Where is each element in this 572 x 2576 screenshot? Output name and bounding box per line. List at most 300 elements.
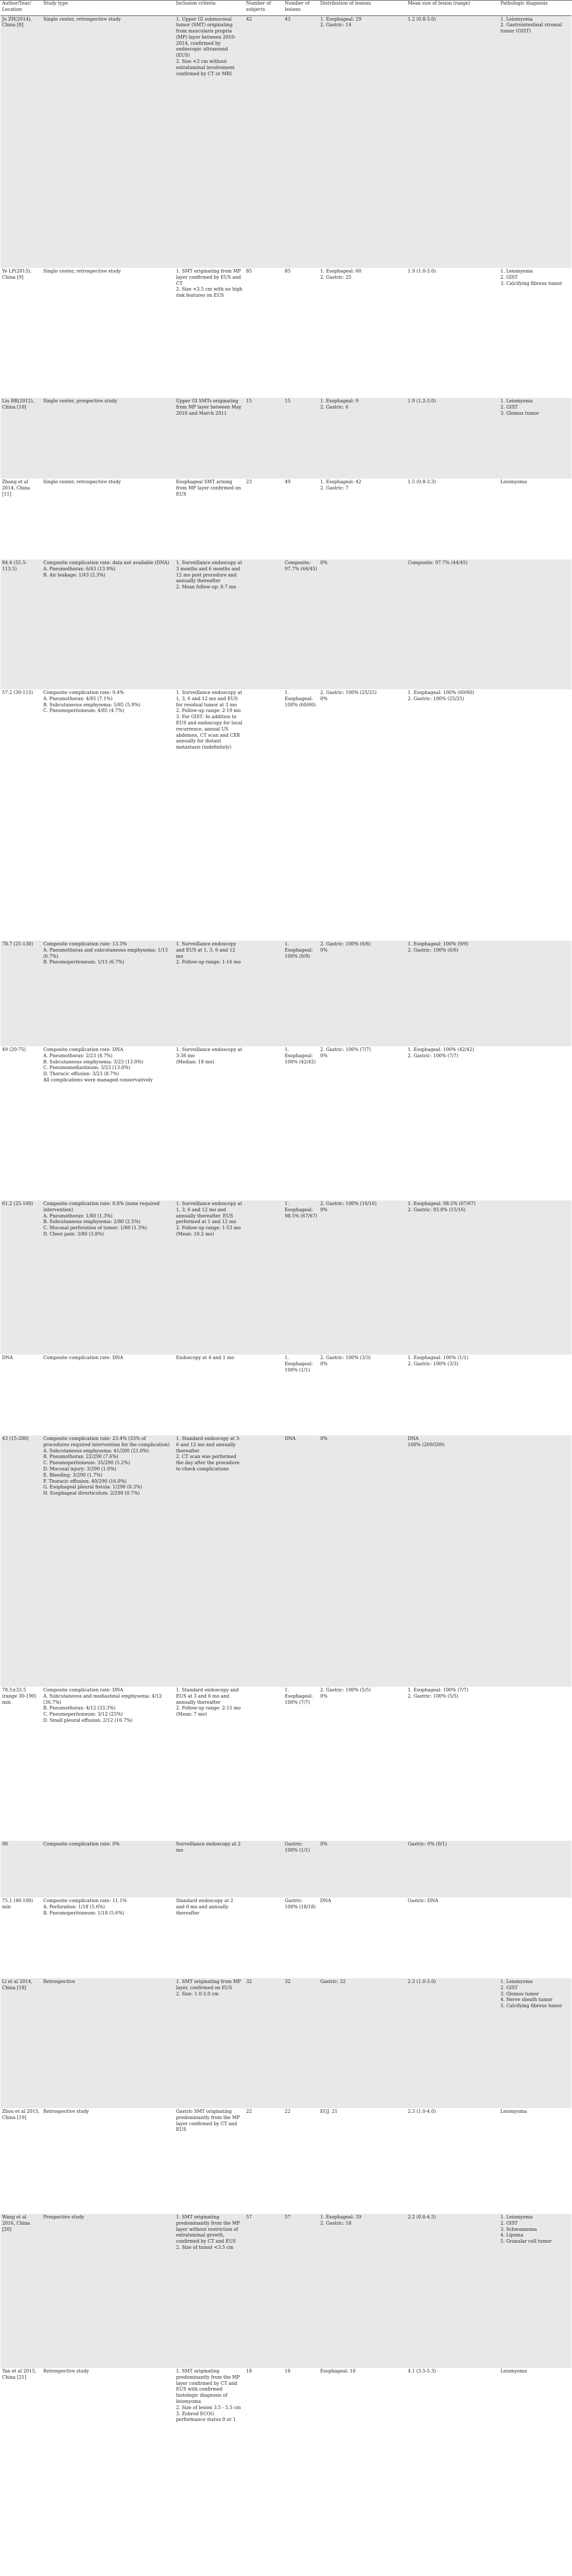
table-header bbox=[1, 0, 571, 15]
cell-subjects bbox=[245, 1897, 283, 1978]
cell-lesions: 32 bbox=[283, 1978, 319, 2108]
table-row bbox=[1, 1354, 571, 1435]
cell-line: 2. Follow-up range: 1-16 mo bbox=[176, 960, 241, 965]
table-row bbox=[1, 479, 571, 560]
cell-line: 1.5 (0.8-3.3) bbox=[408, 480, 436, 485]
cell-pathology bbox=[499, 2368, 571, 2576]
cell-line: C. Pneumoperitoneum: 3/12 (25%) bbox=[43, 1712, 123, 1718]
cell-line: 1. Esophageal: 100% (60/60) bbox=[408, 690, 474, 696]
table-row bbox=[1, 2108, 571, 2214]
cell-line: 2. Gastric: 100% (3/3) bbox=[408, 1361, 459, 1367]
cell-line: 5. Calcifying fibrous tumor bbox=[500, 2004, 562, 2009]
cell-line: 1. Surveillance endoscopy at 3 months and 6 months and 12 mo post procedure and annually thereafter bbox=[176, 561, 242, 584]
cell-line: 2. Size of lesion 3.5 - 5.5 cm bbox=[176, 2405, 241, 2411]
cell-size bbox=[406, 1046, 499, 1200]
cell-line: Composite complication rate: data not available (DNA) bbox=[43, 561, 169, 566]
cell-lesions: DNA bbox=[283, 1435, 319, 1687]
cell-line: 1. Surveillance endoscopy at 3-36 mo bbox=[176, 1047, 242, 1059]
cell-line: 2.3 (1.0-4.0) bbox=[408, 2109, 436, 2114]
cell-line: 2. Mean follow-up: 8.7 mo bbox=[176, 585, 236, 590]
cell-inclusion bbox=[175, 1897, 245, 1978]
cell-lesions: 22 bbox=[283, 2108, 319, 2214]
cell-inclusion bbox=[175, 1046, 245, 1200]
cell-lesions: 1. Esophageal: 100% (60/60) bbox=[283, 689, 319, 941]
table-row bbox=[1, 398, 571, 479]
cell-line: 1. Upper GI submucosal tumor (SMT) originating from muscularis propria (MP) layer between 2010-2014, confirmed by endoscopic ultrasound (EUS) bbox=[176, 16, 236, 59]
cell-inclusion bbox=[175, 1354, 245, 1435]
cell-pathology bbox=[499, 1978, 571, 2108]
cell-line: All complications were managed conservatively bbox=[43, 1077, 153, 1083]
cell-pathology bbox=[499, 1046, 571, 1200]
cell-lesions: 1. Esophageal: 100% (42/42) bbox=[283, 1046, 319, 1200]
cell-pathology bbox=[499, 1435, 571, 1687]
cell-line: 2. Gastric: 100% (6/6) bbox=[320, 942, 371, 947]
cell-subjects: 23 bbox=[245, 479, 283, 560]
cell-line: 1. Leiomyoma bbox=[500, 1979, 533, 1985]
cell-line: DNA bbox=[320, 1899, 332, 1904]
cell-inclusion bbox=[175, 1687, 245, 1841]
cell-pathology bbox=[499, 398, 571, 479]
cell-line: B. Pneumoperitoneum: 1/18 (5.6%) bbox=[43, 1910, 125, 1916]
cell-line: 1. Esophageal: 39 bbox=[320, 2215, 361, 2220]
cell-line: Single center, retrospective study bbox=[43, 480, 121, 485]
cell-lesions: Gastric: 100% (18/18) bbox=[283, 1897, 319, 1978]
cell-line: 1. Esophageal: 29 bbox=[320, 16, 361, 22]
cell-author: 78.7 (25-130) bbox=[1, 941, 42, 1046]
cell-line: 1. Esophageal: 60 bbox=[320, 269, 361, 274]
cell-size bbox=[406, 15, 499, 268]
cell-subjects: 18 bbox=[245, 2368, 283, 2576]
cell-pathology bbox=[499, 941, 571, 1046]
cell-line: 1. Leiomyoma bbox=[500, 2215, 533, 2220]
cell-line: 2. CT scan was performed the day after the procedure to check complications bbox=[176, 1454, 240, 1472]
cell-line: Composite complication rate: DNA bbox=[43, 1355, 124, 1361]
cell-size bbox=[406, 268, 499, 398]
cell-size bbox=[406, 1897, 499, 1978]
cell-line: 1. Standard endoscopy and EUS at 3 and 6 mo and annually thereafter bbox=[176, 1688, 239, 1705]
cell-line: 3. Zubrod ECOG performance status 0 or 1 bbox=[176, 2411, 236, 2423]
cell-line: 2. Follow-up range: 2-19 mo bbox=[176, 708, 241, 714]
table-row bbox=[1, 1200, 571, 1354]
cell-line: B. Pneumothorax: 4/12 (33.3%) bbox=[43, 1706, 116, 1711]
cell-distribution bbox=[319, 941, 406, 1046]
cell-line: 0% bbox=[320, 947, 327, 953]
table-row bbox=[1, 1687, 571, 1841]
cell-subjects: 42 bbox=[245, 15, 283, 268]
table-body bbox=[1, 15, 571, 2576]
table-row bbox=[1, 941, 571, 1046]
cell-author: 61.2 (25-160) bbox=[1, 1200, 42, 1354]
cell-inclusion bbox=[175, 15, 245, 268]
table-row bbox=[1, 2368, 571, 2576]
cell-line: 2. GIST bbox=[500, 1985, 518, 1991]
cell-lesions: 15 bbox=[283, 398, 319, 479]
cell-subjects: 15 bbox=[245, 398, 283, 479]
cell-study-type bbox=[42, 268, 175, 398]
cell-line: 2. Size <3 cm without extraluminal involvement confirmed by CT or MRI bbox=[176, 59, 235, 77]
cell-line: 1. SMT originating from MP layer, confirmed on EUS bbox=[176, 1979, 241, 1991]
cell-line: A. Pneumothorax: 4/85 (7.1%) bbox=[43, 696, 113, 702]
cell-line: 1. Esophageal: 42 bbox=[320, 480, 361, 485]
cell-line: 0% bbox=[320, 1053, 327, 1059]
cell-line: A. Pneumothorax and subcutaneous emphysema: 1/15 (6.7%) bbox=[43, 947, 168, 959]
cell-inclusion bbox=[175, 398, 245, 479]
cell-line: G. Esophageal pleural fistula: 1/290 (0.3%) bbox=[43, 1485, 142, 1490]
cell-study-type bbox=[42, 1354, 175, 1435]
cell-line: 0% bbox=[320, 1693, 327, 1699]
cell-lesions: 1. Esophageal: 98.5% (67/67) bbox=[283, 1200, 319, 1354]
cell-pathology bbox=[499, 479, 571, 560]
cell-line: B. Subcutaneous emphysema: 3/23 (13.0%) bbox=[43, 1059, 144, 1065]
cell-author: 57.2 (30-115) bbox=[1, 689, 42, 941]
cell-lesions: 1. Esophageal: 100% (7/7) bbox=[283, 1687, 319, 1841]
cell-distribution bbox=[319, 1687, 406, 1841]
cell-distribution bbox=[319, 689, 406, 941]
cell-pathology bbox=[499, 2214, 571, 2368]
cell-line: 2.2 (0.6-4.5) bbox=[408, 2215, 436, 2220]
cell-pathology bbox=[499, 689, 571, 941]
cell-pathology bbox=[499, 1354, 571, 1435]
cell-author: Zhou et al 2015, China [19] bbox=[1, 2108, 42, 2214]
cell-line: 0% bbox=[320, 1207, 327, 1213]
cell-distribution bbox=[319, 1978, 406, 2108]
cell-line: 2. Gastric: 93.8% (15/16) bbox=[408, 1207, 466, 1213]
cell-subjects bbox=[245, 1687, 283, 1841]
cell-line: 1. Leiomyoma bbox=[500, 399, 533, 404]
column-header: Mean size of lesion (range) bbox=[406, 0, 499, 15]
cell-line: Composite complication rate: 0.8% (none required intervention) bbox=[43, 1201, 160, 1213]
cell-author: Zhang et al 2014, China [11] bbox=[1, 479, 42, 560]
cell-line: Gastric SMT originating predominantly from the MP layer confirmed by CT and EUS bbox=[176, 2109, 240, 2133]
cell-line: 2. Gastric: 100% (25/25) bbox=[408, 696, 464, 702]
cell-author: DNA bbox=[1, 1354, 42, 1435]
cell-line: Leiomyoma bbox=[500, 480, 527, 485]
cell-line: 2. Size <3.5 cm with no high risk features on EUS bbox=[176, 287, 242, 299]
cell-line: 3. For GIST: In addition to EUS and endoscopy for local recurrence, annual US abdomen, CT scan and CXR annually for distant metastasis (indefinitely) bbox=[176, 715, 242, 751]
cell-line: 2. Gastric: 7 bbox=[320, 485, 349, 491]
table-row bbox=[1, 689, 571, 941]
cell-subjects: 85 bbox=[245, 268, 283, 398]
cell-line: Gastric: 32 bbox=[320, 1979, 346, 1985]
cell-distribution bbox=[319, 1435, 406, 1687]
cell-line: B. Subcutaneous emphysema: 2/80 (2.5%) bbox=[43, 1219, 141, 1225]
cell-line: 2. Size of tumor <3.5 cm bbox=[176, 2245, 234, 2250]
cell-distribution bbox=[319, 15, 406, 268]
cell-study-type bbox=[42, 1046, 175, 1200]
cell-line: B. Air leakage: 1/43 (2.3%) bbox=[43, 572, 106, 578]
cell-inclusion bbox=[175, 1978, 245, 2108]
cell-line: 1. Esophageal: 9 bbox=[320, 399, 359, 404]
cell-line: A. Subcutaneous emphysema: 41/200 (21.0%) bbox=[43, 1448, 149, 1454]
cell-distribution bbox=[319, 1200, 406, 1354]
column-header: Number of subjects bbox=[245, 0, 283, 15]
cell-size bbox=[406, 1687, 499, 1841]
cell-line: E. Bleeding: 3/290 (1.7%) bbox=[43, 1472, 102, 1478]
table-row bbox=[1, 15, 571, 268]
cell-distribution bbox=[319, 268, 406, 398]
cell-subjects bbox=[245, 1046, 283, 1200]
table-row bbox=[1, 268, 571, 398]
cell-size bbox=[406, 941, 499, 1046]
cell-pathology bbox=[499, 2108, 571, 2214]
cell-size bbox=[406, 1435, 499, 1687]
cell-line: 1.2 (0.8-3.0) bbox=[408, 16, 436, 22]
cell-line: Retrospective study bbox=[43, 2109, 89, 2114]
cell-line: Esophageal SMT arising from MP layer confirmed on EUS bbox=[176, 480, 241, 497]
cell-size bbox=[406, 2214, 499, 2368]
cell-distribution bbox=[319, 2214, 406, 2368]
cell-pathology bbox=[499, 1897, 571, 1978]
cell-pathology bbox=[499, 1200, 571, 1354]
cell-author: Liu BR(2012), China [10] bbox=[1, 398, 42, 479]
cell-line: 1. SMT originating predominantly from the MP layer without restriction of extraluminal growth, confirmed by CT and EUS bbox=[176, 2215, 240, 2245]
cell-study-type bbox=[42, 1200, 175, 1354]
cell-line: 3. Glomus tumor bbox=[500, 411, 539, 416]
cell-distribution bbox=[319, 560, 406, 689]
cell-line: F. Thoracic effusion: 40/290 (16.0%) bbox=[43, 1479, 127, 1484]
column-header: Pathologic diagnosis bbox=[499, 0, 571, 15]
cell-line: Single center, retrospective study bbox=[43, 269, 121, 274]
cell-line: H. Esophageal diverticulum: 2/290 (0.7%) bbox=[43, 1491, 140, 1497]
cell-line: B. Pneumothorax: 22/290 (7.6%) bbox=[43, 1454, 118, 1460]
cell-author: 75.1 (40-100) min bbox=[1, 1897, 42, 1978]
cell-inclusion bbox=[175, 1841, 245, 1897]
cell-lesions: Composite: 97.7% (44/45) bbox=[283, 560, 319, 689]
cell-line: 5. Granular cell tumor bbox=[500, 2239, 552, 2245]
cell-line: 2. Gastric: 100% (7/7) bbox=[320, 1047, 371, 1053]
cell-line: (Median: 18 mo) bbox=[176, 1059, 214, 1065]
cell-subjects bbox=[245, 1200, 283, 1354]
cell-lesions: 43 bbox=[283, 15, 319, 268]
cell-subjects bbox=[245, 560, 283, 689]
cell-study-type bbox=[42, 1435, 175, 1687]
cell-study-type bbox=[42, 2108, 175, 2214]
cell-size bbox=[406, 1978, 499, 2108]
cell-inclusion bbox=[175, 941, 245, 1046]
cell-study-type bbox=[42, 1687, 175, 1841]
cell-pathology bbox=[499, 1687, 571, 1841]
cell-line: 2. GIST bbox=[500, 404, 518, 410]
cell-line: 4. Nerve sheath tumor bbox=[500, 1997, 552, 2003]
cell-line: Composite complication rate: DNA bbox=[43, 1047, 124, 1053]
column-header: Distribution of lesions bbox=[319, 0, 406, 15]
cell-line: 2. GIST bbox=[500, 2221, 518, 2226]
table-row bbox=[1, 1897, 571, 1978]
cell-line: 2.3 (1.0-3.0) bbox=[408, 1979, 436, 1985]
cell-line: A. Pneumothorax: 6/43 (13.9%) bbox=[43, 566, 116, 572]
cell-study-type bbox=[42, 2368, 175, 2576]
cell-author: Li et al 2014, China [18] bbox=[1, 1978, 42, 2108]
cell-author: Wang et al 2016, China [20] bbox=[1, 2214, 42, 2368]
cell-inclusion bbox=[175, 1200, 245, 1354]
cell-line: 0% bbox=[320, 561, 327, 566]
cell-line: Composite complication rate: 23.4% (33% of procedures required intervention for the complication) bbox=[43, 1436, 170, 1448]
cell-size bbox=[406, 2368, 499, 2576]
cell-subjects bbox=[245, 689, 283, 941]
cell-study-type bbox=[42, 1897, 175, 1978]
cell-study-type bbox=[42, 941, 175, 1046]
cell-line: 3. Schwannoma bbox=[500, 2227, 537, 2232]
cell-line: C. Mucosal perforation of tumor: 1/80 (1.3%) bbox=[43, 1226, 147, 1231]
cell-author: 78.5±33.5 (range 30-190) min bbox=[1, 1687, 42, 1841]
cell-line: 2. Gastric: 100% (6/6) bbox=[408, 947, 459, 953]
cell-author: 84.4 (55.5-113.5) bbox=[1, 560, 42, 689]
cell-author: Ye LP(2013), China [9] bbox=[1, 268, 42, 398]
cell-line: Leiomyoma bbox=[500, 2109, 527, 2114]
cell-line: 2. Gastric: 25 bbox=[320, 275, 352, 280]
cell-study-type bbox=[42, 2214, 175, 2368]
cell-line: 2. GIST bbox=[500, 275, 518, 280]
table-row bbox=[1, 2214, 571, 2368]
cell-line: A. Pneumothorax: 1/80 (1.3%) bbox=[43, 1213, 113, 1219]
cell-distribution bbox=[319, 479, 406, 560]
cell-study-type bbox=[42, 1841, 175, 1897]
cell-line: Standard endoscopy at 2 and 6 mo and annually thereafter bbox=[176, 1899, 234, 1916]
cell-subjects bbox=[245, 1841, 283, 1897]
cell-size bbox=[406, 479, 499, 560]
cell-study-type bbox=[42, 560, 175, 689]
cell-author: 90 bbox=[1, 1841, 42, 1897]
cell-inclusion bbox=[175, 689, 245, 941]
cell-author: 49 (20-75) bbox=[1, 1046, 42, 1200]
cell-line: 2. Size: 1.0-3.0 cm bbox=[176, 1991, 219, 1997]
cell-size bbox=[406, 2108, 499, 2214]
cell-distribution bbox=[319, 1354, 406, 1435]
cell-line: 1. Surveillance endoscopy at 1, 3, 6 and 12 mo and EUS for residual tumor at 3 mo bbox=[176, 690, 242, 708]
cell-line: Gastric: DNA bbox=[408, 1899, 439, 1904]
cell-study-type bbox=[42, 398, 175, 479]
cell-line: Composite complication rate: 0% bbox=[43, 1842, 120, 1847]
cell-lesions: 57 bbox=[283, 2214, 319, 2368]
cell-distribution bbox=[319, 2108, 406, 2214]
cell-line: D. Mucosal injury: 3/290 (1.0%) bbox=[43, 1466, 116, 1472]
cell-line: 4.1 (3.5-5.3) bbox=[408, 2369, 436, 2374]
column-header: Number of lesions bbox=[283, 0, 319, 15]
cell-line: 1. Esophageal: 100% (42/42) bbox=[408, 1047, 474, 1053]
cell-line: Esophageal: 18 bbox=[320, 2369, 356, 2374]
cell-line: Surveillance endoscopy at 2 mo bbox=[176, 1842, 241, 1853]
cell-line: Single center, prospective study bbox=[43, 399, 117, 404]
cell-line: B. Subcutaneous emphysema: 5/85 (5.9%) bbox=[43, 702, 141, 708]
cell-line: 2. Gastric: 100% (3/3) bbox=[320, 1355, 371, 1361]
cell-size bbox=[406, 1354, 499, 1435]
cell-line: 1. Standard endoscopy at 3-6 and 12 mo and annually thereafter bbox=[176, 1436, 241, 1454]
cell-line: 3. Calcifying fibrous tumor bbox=[500, 281, 562, 286]
cell-line: Single center, retrospective study bbox=[43, 16, 121, 22]
column-header: Author/Year/ Location bbox=[1, 0, 42, 15]
cell-line: 2. Gastric: 14 bbox=[320, 23, 352, 28]
cell-inclusion bbox=[175, 2214, 245, 2368]
cell-line: 1. Leiomyoma bbox=[500, 16, 533, 22]
cell-line: Composite complication rate: 11.1% bbox=[43, 1899, 127, 1904]
cell-line: 3. Glomus tumor bbox=[500, 1991, 539, 1997]
cell-line: 1.9 (1.2-3.0) bbox=[408, 399, 436, 404]
cell-inclusion bbox=[175, 2368, 245, 2576]
cell-size bbox=[406, 1200, 499, 1354]
cell-line: Retrospective study bbox=[43, 2369, 89, 2374]
cell-line: Gastric: 0% (0/1) bbox=[408, 1842, 447, 1847]
cell-line: 1. Esophageal: 100% (7/7) bbox=[408, 1688, 469, 1693]
cell-size bbox=[406, 398, 499, 479]
cell-size bbox=[406, 1841, 499, 1897]
cell-line: Composite complication rate: 13.3% bbox=[43, 942, 127, 947]
cell-lesions: 85 bbox=[283, 268, 319, 398]
cell-line: 2. Follow-up range: 1-53 mo (Mean: 10.2 mo) bbox=[176, 1226, 241, 1237]
cell-line: Composite complication rate: 9.4% bbox=[43, 690, 124, 696]
cell-line: 0% bbox=[320, 696, 327, 702]
cell-line: 0% bbox=[320, 1436, 327, 1442]
cell-lesions: 1. Esophageal: 100% (1/1) bbox=[283, 1354, 319, 1435]
cell-line: 1. Esophageal: 98.5% (67/67) bbox=[408, 1201, 476, 1207]
cell-line: 1. Esophageal: 100% (1/1) bbox=[408, 1355, 469, 1361]
cell-lesions: 1. Esophageal: 100% (9/9) bbox=[283, 941, 319, 1046]
cell-study-type bbox=[42, 15, 175, 268]
cell-study-type bbox=[42, 689, 175, 941]
cell-lesions: 18 bbox=[283, 2368, 319, 2576]
cell-line: DNA bbox=[408, 1436, 419, 1442]
cell-subjects: 22 bbox=[245, 2108, 283, 2214]
cell-line: 2. Gastrointestinal stromal tumor (GIST) bbox=[500, 23, 562, 35]
cell-subjects bbox=[245, 941, 283, 1046]
cell-size bbox=[406, 689, 499, 941]
cell-inclusion bbox=[175, 1435, 245, 1687]
cell-line: 1. SMT originating from MP layer confirmed by EUS and CT bbox=[176, 269, 241, 286]
cell-lesions: 49 bbox=[283, 479, 319, 560]
cell-line: D. Chest pain: 3/80 (3.8%) bbox=[43, 1231, 104, 1237]
cell-line: 2. Gastric: 6 bbox=[320, 404, 349, 410]
cell-line: 1.9 (1.0-3.0) bbox=[408, 269, 436, 274]
cell-subjects: 32 bbox=[245, 1978, 283, 2108]
cell-line: C. Pneumomediastinum: 3/23 (13.0%) bbox=[43, 1065, 130, 1071]
table-row bbox=[1, 1435, 571, 1687]
table-row bbox=[1, 560, 571, 689]
cell-line: 2. Gastric: 100% (5/5) bbox=[408, 1693, 459, 1699]
cell-pathology bbox=[499, 560, 571, 689]
column-header: Inclusion criteria bbox=[175, 0, 245, 15]
cell-line: Retrospective bbox=[43, 1979, 75, 1985]
cell-size bbox=[406, 560, 499, 689]
cell-line: 1. Esophageal: 100% (9/9) bbox=[408, 942, 469, 947]
cell-pathology bbox=[499, 15, 571, 268]
study-table bbox=[1, 0, 571, 2576]
cell-author: 43 (15-200) bbox=[1, 1435, 42, 1687]
cell-line: D. Small pleural effusion: 2/12 (16.7%) bbox=[43, 1718, 133, 1723]
cell-line: A. Subcutaneous and mediastinal emphysema: 4/12 (36.7%) bbox=[43, 1693, 162, 1705]
cell-distribution bbox=[319, 1897, 406, 1978]
cell-pathology bbox=[499, 268, 571, 398]
cell-lesions: Gastric: 100% (1/1) bbox=[283, 1841, 319, 1897]
cell-line: 100% (209/209) bbox=[408, 1442, 445, 1448]
cell-distribution bbox=[319, 1841, 406, 1897]
cell-line: 2. Gastric: 100% (25/25) bbox=[320, 690, 377, 696]
cell-line: EGJ: 21 bbox=[320, 2109, 338, 2114]
column-header: Study type bbox=[42, 0, 175, 15]
cell-line: 2. Gastric: 100% (16/16) bbox=[320, 1201, 377, 1207]
cell-inclusion bbox=[175, 479, 245, 560]
cell-author: Ju ZH(2014), China [8] bbox=[1, 15, 42, 268]
cell-line: 1. Leiomyoma bbox=[500, 269, 533, 274]
cell-line: Leiomyoma bbox=[500, 2369, 527, 2374]
cell-line: A. Perforation: 1/18 (5.6%) bbox=[43, 1904, 105, 1910]
cell-pathology bbox=[499, 1841, 571, 1897]
cell-line: B. Pneumoperitoneum: 1/15 (6.7%) bbox=[43, 960, 125, 965]
cell-line: Endoscopy at 4 and 1 mo bbox=[176, 1355, 234, 1361]
cell-line: 0% bbox=[320, 1361, 327, 1367]
cell-line: C. Pneumoperitoneum: 35/290 (5.2%) bbox=[43, 1461, 130, 1466]
cell-subjects bbox=[245, 1354, 283, 1435]
cell-line: A. Pneumothorax: 2/23 (8.7%) bbox=[43, 1053, 113, 1059]
table-row bbox=[1, 1841, 571, 1897]
